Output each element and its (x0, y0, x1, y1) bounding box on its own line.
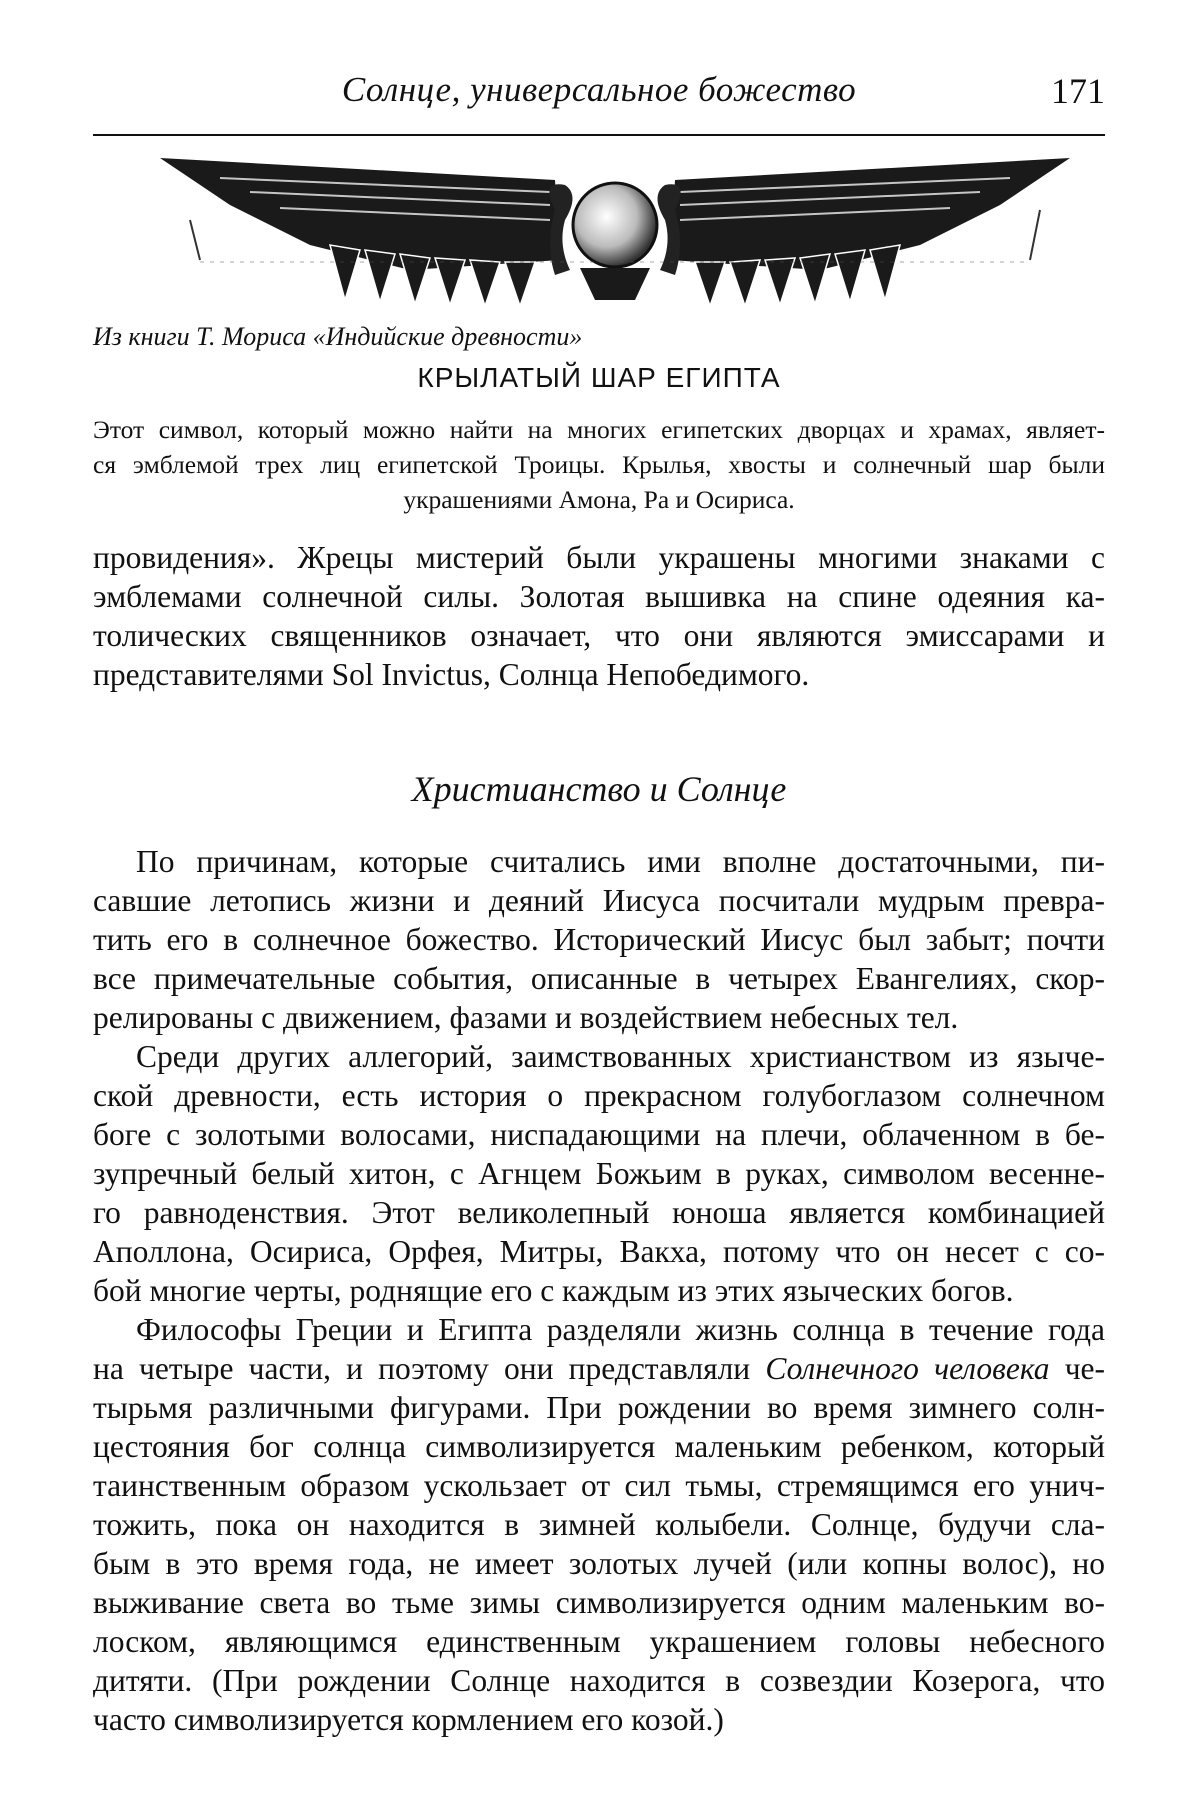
caption-line: ся эмблемой трех лиц египетской Троицы. Крылья, хвосты и солнечный шар были (93, 450, 1105, 479)
running-title: Солнце, универсальное божество (341, 70, 857, 109)
continuation-paragraph (93, 538, 1105, 694)
text-line: тырьмя различными фигурами. При рождении во время зимнего солн- (93, 1390, 1105, 1425)
section-heading: Христианство и Солнце (411, 769, 787, 809)
figure-caption (93, 412, 1105, 517)
text-line: бым в это время года, не имеет золотых лучей (или копны волос), но (93, 1546, 1105, 1581)
text-line: релированы с движением, фазами и воздействием небесных тел. (93, 1000, 959, 1035)
text-line: зупречный белый хитон, с Агнцем Божьим в руках, символом весенне- (93, 1156, 1105, 1191)
text-line (93, 1349, 1105, 1388)
text-line: все примечательные события, описанные в четырех Евангелиях, скор- (93, 961, 1105, 996)
text-line: дитяти. (При рождении Солнце находится в созвездии Козерога, что (93, 1663, 1105, 1698)
text-line: толических священников означает, что они являются эмиссарами и (93, 618, 1105, 653)
text-line: тожить, пока он находится в зимней колыбели. Солнце, будучи сла- (93, 1507, 1105, 1542)
text-line: савшие летопись жизни и деяний Иисуса посчитали мудрым превра- (93, 883, 1105, 918)
text-line: Философы Греции и Египта разделяли жизнь солнца в течение года (136, 1312, 1105, 1347)
winged-sun-disk-icon (160, 150, 1070, 315)
page-number: 171 (1051, 71, 1105, 111)
text-line: таинственным образом ускользает от сил тьмы, стремящимся его унич- (93, 1468, 1105, 1503)
text-line: боге с золотыми волосами, ниспадающими на плечи, облаченном в бе- (93, 1117, 1105, 1152)
paragraph-1 (93, 842, 1105, 1037)
text-line: бой многие черты, роднящие его с каждым из этих языческих богов. (93, 1273, 1014, 1308)
header-rule (93, 134, 1105, 136)
text-line: представителями Sol Invictus, Солнца Непобедимого. (93, 657, 810, 692)
text-line: го равноденствия. Этот великолепный юноша является комбинацией (93, 1195, 1105, 1230)
running-header (93, 70, 1105, 118)
text-run: на четыре части, и поэтому они представляли (93, 1351, 766, 1386)
paragraph-2 (93, 1037, 1105, 1310)
text-run: че- (1049, 1351, 1106, 1386)
text-line: тить его в солнечное божество. Исторический Иисус был забыт; почти (93, 922, 1105, 957)
text-line: Среди других аллегорий, заимствованных христианством из языче- (136, 1039, 1105, 1074)
caption-line: Этот символ, который можно найти на многих египетских дворцах и храмах, являет- (93, 415, 1105, 444)
text-line: По причинам, которые считались ими вполне достаточными, пи- (136, 844, 1105, 879)
text-line: ской древности, есть история о прекрасном голубоглазом солнечном (93, 1078, 1105, 1113)
figure-title: КРЫЛАТЫЙ ШАР ЕГИПТА (417, 362, 781, 393)
text-line: лоском, являющимся единственным украшением головы небесного (93, 1624, 1105, 1659)
text-line: Аполлона, Осириса, Орфея, Митры, Вакха, потому что он несет с со- (93, 1234, 1105, 1269)
italic-term: Солнечного человека (765, 1351, 1050, 1386)
paragraph-3 (93, 1310, 1105, 1739)
text-line: часто символизируется кормлением его козой.) (93, 1702, 724, 1737)
text-line: выживание света во тьме зимы символизируется одним маленьким во- (93, 1585, 1105, 1620)
figure-source: Из книги Т. Мориса «Индийские древности» (93, 322, 583, 351)
text-line: провидения». Жрецы мистерий были украшены многими знаками с (93, 540, 1105, 575)
caption-line: украшениями Амона, Ра и Осириса. (403, 485, 795, 514)
text-line: цестояния бог солнца символизируется маленьким ребенком, который (93, 1429, 1105, 1464)
text-line: эмблемами солнечной силы. Золотая вышивка на спине одеяния ка- (93, 579, 1105, 614)
